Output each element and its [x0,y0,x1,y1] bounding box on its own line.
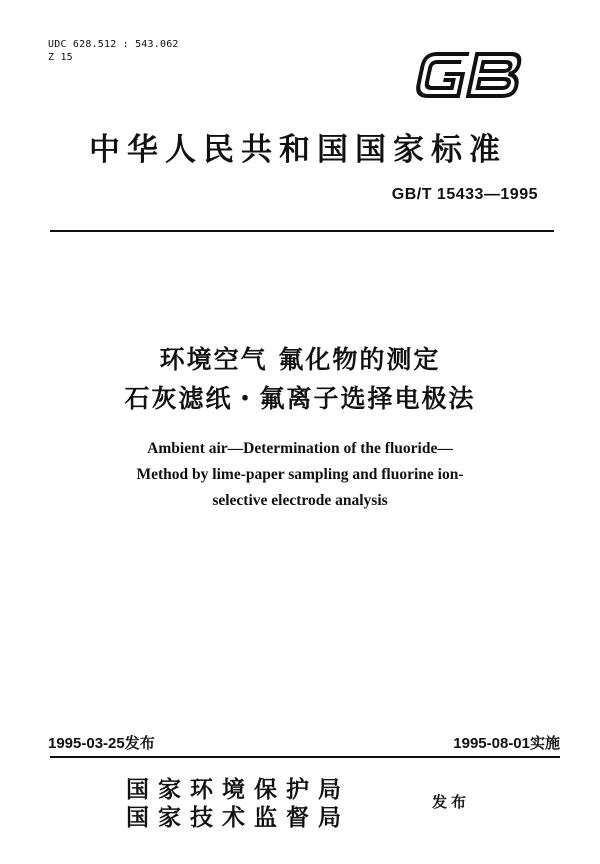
publish-label: 发布 [432,793,471,811]
classification-block [48,38,179,64]
national-standard-heading: 中华人民共和国国家标准 [89,132,507,168]
chinese-title [40,340,560,418]
ccs-code: Z 15 [48,52,73,63]
chinese-title-line-1: 环境空气 氟化物的测定 [159,345,441,374]
issuer-environment-protection: 国家环境保护局 [126,777,350,803]
gb-standard-logo-icon [408,40,526,108]
issuing-authorities [126,776,350,832]
standard-number: GB/T 15433—1995 [391,186,538,203]
top-divider [50,230,554,232]
english-title [60,436,540,514]
english-title-line-1: Ambient air—Determination of the fluoride— [147,440,453,457]
issue-date: 1995-03-25发布 [48,735,155,752]
chinese-title-line-2: 石灰滤纸・氟离子选择电极法 [124,384,476,413]
bottom-divider [50,756,560,758]
implementation-date: 1995-08-01实施 [453,735,560,752]
issuer-technical-supervision: 国家技术监督局 [126,805,350,831]
udc-code: UDC 628.512 : 543.062 [48,39,179,50]
english-title-line-3: selective electrode analysis [212,492,388,509]
english-title-line-2: Method by lime-paper sampling and fluorine ion- [136,466,464,483]
